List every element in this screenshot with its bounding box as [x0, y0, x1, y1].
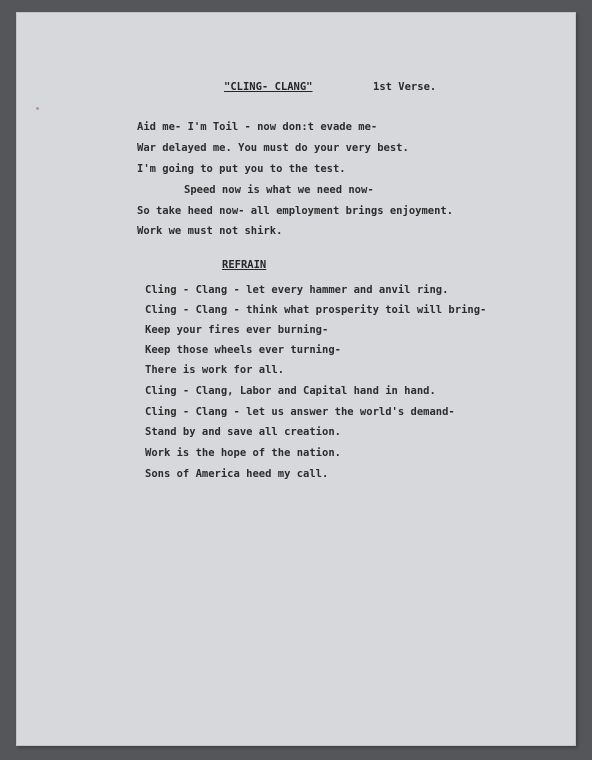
verse-line: So take heed now- all employment brings enjoyment. — [137, 205, 454, 217]
refrain-line: Cling - Clang - let us answer the world's demand- — [145, 406, 455, 418]
refrain-line: Keep your fires ever burning- — [145, 324, 329, 336]
refrain-line: Cling - Clang - think what prosperity toil will bring- — [145, 304, 487, 316]
refrain-line: Cling - Clang, Labor and Capital hand in hand. — [145, 385, 436, 397]
refrain-line: Sons of America heed my call. — [145, 468, 329, 480]
refrain-line: Keep those wheels ever turning- — [145, 344, 341, 356]
refrain-line: There is work for all. — [145, 364, 285, 376]
verse-line: Speed now is what we need now- — [184, 184, 374, 196]
refrain-line: Stand by and save all creation. — [145, 426, 341, 438]
refrain-line: Work is the hope of the nation. — [145, 447, 341, 459]
verse-line: War delayed me. You must do your very best. — [137, 142, 409, 154]
verse-line: Aid me- I'm Toil - now don:t evade me- — [137, 121, 378, 133]
refrain-heading: REFRAIN — [222, 259, 267, 271]
verse-label: 1st Verse. — [373, 81, 437, 93]
song-title: "CLING- CLANG" — [224, 81, 313, 93]
verse-line: Work we must not shirk. — [137, 225, 283, 237]
verse-line: I'm going to put you to the test. — [137, 163, 346, 175]
refrain-line: Cling - Clang - let every hammer and anvil ring. — [145, 284, 449, 296]
paper-sheet — [16, 12, 576, 746]
paper-stain — [36, 107, 39, 110]
